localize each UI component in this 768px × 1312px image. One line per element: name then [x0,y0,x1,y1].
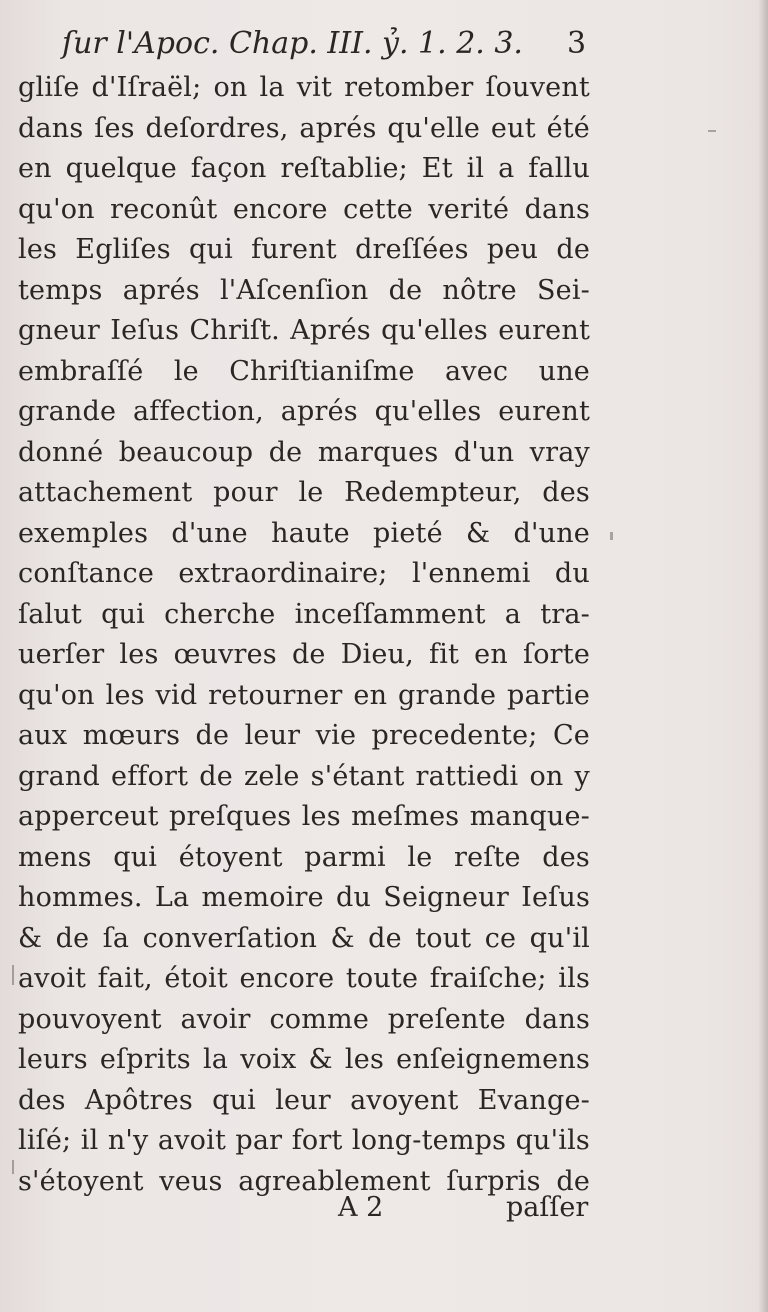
text-line: & de ſa converſation & de tout ce qu'il [18,922,590,954]
text-line: qu'on reconût encore cette verité dans [18,193,590,225]
text-line: avoit fait, étoit encore toute fraiſche; ils [18,963,590,994]
text-line: gneur Ieſus Chriſt. Aprés qu'elles eurent [18,315,590,346]
body-text [18,68,590,1202]
text-line: temps aprés l'Aſcenſion de nôtre Sei- [18,274,590,306]
text-line: leurs eſprits la voix & les enſeignemens [18,1044,590,1075]
text-line: pouvoyent avoir comme preſente dans [18,1003,590,1035]
text-line: uerſer les œuvres de Dieu, fit en ſorte [18,639,590,670]
paper-speck [12,965,14,985]
text-line: gliſe d'Iſraël; on la vit retomber ſouvent [18,72,590,103]
running-header [62,26,602,70]
text-line: grand effort de zele s'étant rattiedi on y [18,760,590,792]
catchword: paſſer [506,1192,589,1223]
running-title: ſur l'Apoc. Chap. III. ỷ. 1. 2. 3. [62,26,523,61]
paper-speck [610,532,613,540]
text-line: apperceut preſques les meſmes manque- [18,801,590,832]
text-line: aux mœurs de leur vie precedente; Ce [18,720,590,751]
page-footer [0,1192,768,1236]
text-line: hommes. La memoire du Seigneur Ieſus [18,882,590,913]
page-edge-shadow [758,0,768,1312]
text-line: en quelque façon reſtablie; Et il a fallu [18,153,590,184]
text-line: attachement pour le Redempteur, des [18,477,590,508]
text-line: qu'on les vid retourner en grande partie [18,679,590,711]
text-line: s'étoyent veus agreablement ſurpris de [18,1165,590,1197]
text-line: exemples d'une haute pieté & d'une [18,517,590,549]
text-line: embraſſé le Chriſtianiſme avec une [18,355,590,387]
page-number: 3 [567,26,587,61]
text-line: les Egliſes qui furent dreſſées peu de [18,234,590,265]
text-line: ſalut qui cherche inceſſamment a tra- [18,598,590,630]
paper-speck [12,1160,14,1174]
paper-speck [708,130,716,132]
text-line: des Apôtres qui leur avoyent Evange- [18,1084,590,1116]
text-line: dans ſes deſordres, aprés qu'elle eut été [18,112,590,144]
text-line: mens qui étoyent parmi le reſte des [18,841,590,873]
text-line: grande affection, aprés qu'elles eurent [18,396,590,427]
text-line: liſé; il n'y avoit par fort long-temps qu'ils [18,1125,590,1156]
signature-mark: A 2 [338,1192,384,1223]
text-line: conſtance extraordinaire; l'ennemi du [18,558,590,589]
text-line: donné beaucoup de marques d'un vray [18,436,590,468]
